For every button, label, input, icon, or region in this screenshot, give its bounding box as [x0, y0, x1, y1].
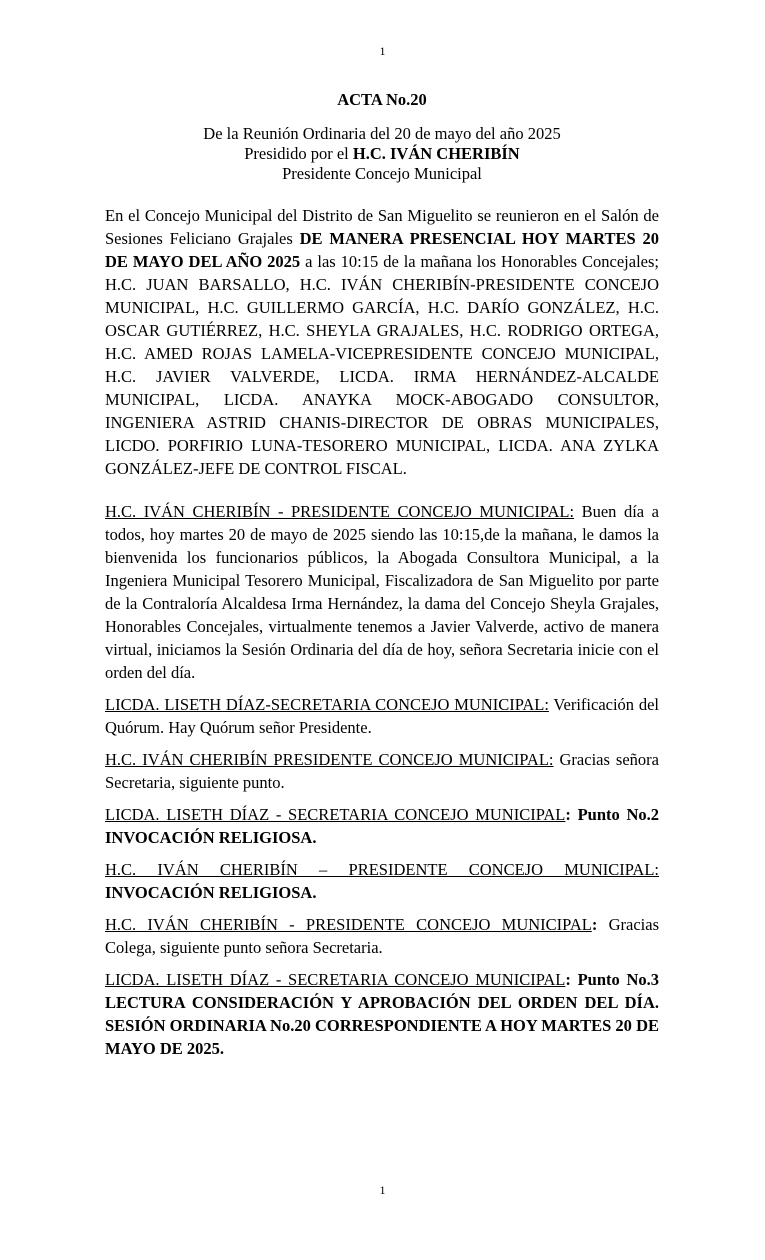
page-number-bottom: 1 — [379, 1183, 386, 1197]
speaker-label: H.C. IVÁN CHERIBÍN – PRESIDENTE CONCEJO MUNICIPAL: — [105, 860, 659, 879]
entry-paragraph — [105, 500, 659, 684]
presiding-name: H.C. IVÁN CHERIBÍN — [352, 144, 520, 163]
speaker-label: H.C. IVÁN CHERIBÍN - PRESIDENTE CONCEJO MUNICIPAL: — [105, 502, 575, 521]
speaker-colon: : — [591, 915, 598, 934]
page-number-top: 1 — [379, 44, 386, 58]
entry-paragraph — [105, 968, 659, 1060]
entry-paragraph — [105, 858, 659, 904]
entry-paragraph — [105, 913, 659, 959]
intro-text-1: En el Concejo Municipal del Distrito de San Miguelito se reunieron en el Salón de Sesiones Feliciano Grajales — [105, 206, 659, 248]
entry-paragraph — [105, 748, 659, 794]
entry-text: Gracias Colega, siguiente punto señora Secretaria. — [105, 915, 659, 957]
intro-bold-text: DE MANERA PRESENCIAL HOY MARTES 20 DE MAYO DEL AÑO 2025 — [105, 229, 660, 271]
entry-bold-text: Punto No.2 INVOCACIÓN RELIGIOSA. — [105, 805, 660, 847]
document-header — [105, 90, 659, 184]
entry-bold-text: Punto No.3 LECTURA CONSIDERACIÓN Y APROBACIÓN DEL ORDEN DEL DÍA. SESIÓN ORDINARIA No.20 CORRESPONDIENTE A HOY MARTES 20 DE MAYO DE 2025. — [105, 970, 660, 1058]
speaker-label: H.C. IVÁN CHERIBÍN PRESIDENTE CONCEJO MUNICIPAL: — [105, 750, 554, 769]
speaker-colon: : — [565, 805, 571, 824]
speaker-label: H.C. IVÁN CHERIBÍN - PRESIDENTE CONCEJO MUNICIPAL — [105, 915, 592, 934]
presided-line — [105, 144, 659, 164]
entry-paragraph — [105, 693, 659, 739]
entry-text — [571, 805, 578, 824]
presiding-role: Presidente Concejo Municipal — [282, 164, 482, 183]
document-title: ACTA No.20 — [337, 90, 427, 109]
entry-text — [571, 970, 578, 989]
entry-text: Buen día a todos, hoy martes 20 de mayo de 2025 siendo las 10:15,de la mañana, le damos la bienvenida los funcionarios públicos, la Abogada Consultora Municipal, a la Ingeniera Municipal Tesorero Municipal, Fiscalizadora de San Miguelito por parte de la Contraloría Alcaldesa Irma Hernández, la dama del Concejo Sheyla Grajales, Honorables Concejales, virtualmente tenemos a Javier Valverde, activo de manera virtual, iniciamos la Sesión Ordinaria del día de hoy, señora Secretaria inicie con el orden del día. — [105, 502, 659, 682]
speaker-label: LICDA. LISETH DÍAZ - SECRETARIA CONCEJO MUNICIPAL — [105, 805, 566, 824]
intro-text-2: a las 10:15 de la mañana los Honorables Concejales; H.C. JUAN BARSALLO, H.C. IVÁN CHERIBÍN-PRESIDENTE CONCEJO MUNICIPAL, H.C. GUILLERMO GARCÍA, H.C. DARÍO GONZÁLEZ, H.C. OSCAR GUTIÉRREZ, H.C. SHEYLA GRAJALES, H.C. RODRIGO ORTEGA, H.C. AMED ROJAS LAMELA-VICEPRESIDENTE CONCEJO MUNICIPAL, H.C. JAVIER VALVERDE, LICDA. IRMA HERNÁNDEZ-ALCALDE MUNICIPAL, LICDA. ANAYKA MOCK-ABOGADO CONSULTOR, INGENIERA ASTRID CHANIS-DIRECTOR DE OBRAS MUNICIPALES, LICDO. PORFIRIO LUNA-TESORERO MUNICIPAL, LICDA. ANA ZYLKA GONZÁLEZ-JEFE DE CONTROL FISCAL. — [105, 252, 659, 478]
intro-paragraph — [105, 204, 659, 480]
speaker-colon: : — [565, 970, 571, 989]
entry-text: Gracias señora Secretaria, siguiente punto. — [105, 750, 659, 792]
speaker-label: LICDA. LISETH DÍAZ-SECRETARIA CONCEJO MUNICIPAL: — [105, 695, 549, 714]
speaker-label: LICDA. LISETH DÍAZ - SECRETARIA CONCEJO MUNICIPAL — [105, 970, 566, 989]
entry-text: Verificación del Quórum. Hay Quórum señor Presidente. — [105, 695, 659, 737]
presided-prefix: Presidido por el — [244, 144, 353, 163]
document-body — [105, 204, 659, 1060]
entry-paragraph — [105, 803, 659, 849]
meeting-date-line: De la Reunión Ordinaria del 20 de mayo del año 2025 — [203, 124, 561, 143]
entry-bold-text: INVOCACIÓN RELIGIOSA. — [105, 883, 317, 902]
